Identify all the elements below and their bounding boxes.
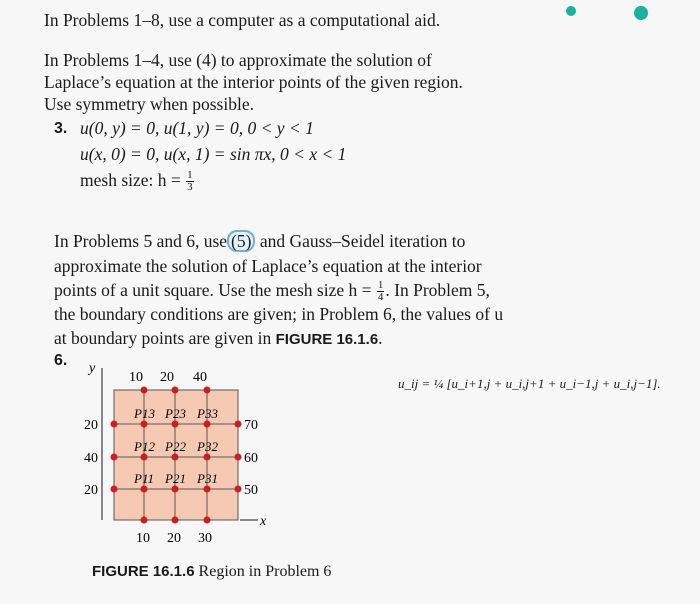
boundary-dot [204, 517, 211, 524]
mesh-size-quarter-fraction [377, 280, 385, 303]
problem-3-row3 [80, 170, 195, 193]
top-boundary-value: 20 [160, 370, 174, 385]
bottom-boundary-value: 10 [136, 531, 150, 544]
boundary-dot [235, 454, 242, 461]
fraction-denominator: 3 [187, 181, 193, 194]
computational-aid-note: In Problems 1–8, use a computer as a computational aid. [44, 10, 441, 30]
figure-caption [92, 563, 331, 581]
intro2-line5-period: . [378, 328, 383, 348]
decorative-dot [566, 6, 576, 16]
x-axis-label: x [260, 514, 267, 529]
top-boundary-value: 40 [193, 370, 207, 385]
figure-16-1-6-grid [80, 354, 300, 544]
interior-point [204, 421, 211, 428]
problem-3-number: 3. [54, 120, 68, 137]
point-label-p32: P32 [197, 439, 218, 454]
interior-point [141, 421, 148, 428]
gauss-seidel-formula: u_ij = ¼ [u_i+1,j + u_i,j+1 + u_i−1,j + u_i,j−1]. [398, 376, 661, 391]
interior-point [172, 454, 179, 461]
boundary-dot [141, 387, 148, 394]
problem-3-row2: u(x, 0) = 0, u(x, 1) = sin πx, 0 < x < 1 [80, 144, 347, 164]
problem-6-number: 6. [54, 352, 68, 369]
intro-problems-1-4-line3: Use symmetry when possible. [44, 94, 254, 114]
equation-5-reference[interactable]: (5) [227, 230, 255, 252]
boundary-dot [235, 421, 242, 428]
point-label-p23: P23 [165, 406, 186, 421]
interior-point [141, 486, 148, 493]
intro2-text-a: In Problems 5 and 6, use [54, 231, 228, 251]
interior-point [172, 486, 179, 493]
intro-problems-5-6-line1 [54, 230, 465, 252]
point-label-p12: P12 [134, 439, 155, 454]
boundary-dot [204, 387, 211, 394]
point-label-p31: P31 [197, 471, 218, 486]
decorative-dot [634, 6, 648, 20]
left-boundary-value: 40 [84, 451, 98, 466]
point-label-p13: P13 [134, 406, 155, 421]
boundary-dot [111, 486, 118, 493]
point-label-p22: P22 [165, 439, 186, 454]
intro2-line3-tail: . In Problem 5, [385, 280, 490, 300]
mesh-size-fraction [186, 170, 194, 193]
interior-point [172, 421, 179, 428]
fraction-numerator: 1 [377, 279, 384, 292]
intro-problems-5-6-line3 [54, 280, 490, 303]
boundary-dot [111, 421, 118, 428]
top-boundary-value: 10 [129, 370, 143, 385]
intro2-line5-text: at boundary points are given in [54, 328, 272, 348]
fraction-denominator: 4 [377, 291, 384, 304]
boundary-dot [172, 387, 179, 394]
caption-label: FIGURE 16.1.6 [92, 563, 195, 580]
right-boundary-value: 60 [244, 451, 258, 466]
caption-text: Region in Problem 6 [198, 563, 332, 580]
interior-point [204, 454, 211, 461]
intro-problems-5-6-line5 [54, 328, 383, 349]
point-label-p21: P21 [165, 471, 186, 486]
intro-problems-1-4-line2: Laplace’s equation at the interior points of the given region. [44, 72, 463, 92]
right-boundary-value: 70 [244, 418, 258, 433]
intro2-line3-text: points of a unit square. Use the mesh size h = [54, 280, 372, 300]
point-label-p11: P11 [134, 471, 154, 486]
y-axis-label: y [89, 361, 96, 376]
left-boundary-value: 20 [84, 418, 98, 433]
intro-problems-5-6-line2: approximate the solution of Laplace’s equation at the interior [54, 256, 482, 276]
point-label-p33: P33 [197, 406, 218, 421]
figure-reference: FIGURE 16.1.6 [275, 331, 379, 348]
boundary-dot [172, 517, 179, 524]
boundary-dot [111, 454, 118, 461]
problem-3-row1: u(0, y) = 0, u(1, y) = 0, 0 < y < 1 [80, 118, 314, 138]
bottom-boundary-value: 30 [198, 531, 212, 544]
mesh-size-label: mesh size: h = [80, 170, 181, 190]
fraction-numerator: 1 [187, 169, 193, 182]
boundary-dot [141, 517, 148, 524]
interior-point [141, 454, 148, 461]
intro-problems-5-6-line4: the boundary conditions are given; in Problem 6, the values of u [54, 304, 504, 324]
boundary-dot [235, 486, 242, 493]
intro2-text-b: and Gauss–Seidel iteration to [259, 231, 466, 251]
intro-problems-1-4-line1: In Problems 1–4, use (4) to approximate the solution of [44, 50, 432, 70]
left-boundary-value: 20 [84, 483, 98, 498]
bottom-boundary-value: 20 [167, 531, 181, 544]
interior-point [204, 486, 211, 493]
right-boundary-value: 50 [244, 483, 258, 498]
